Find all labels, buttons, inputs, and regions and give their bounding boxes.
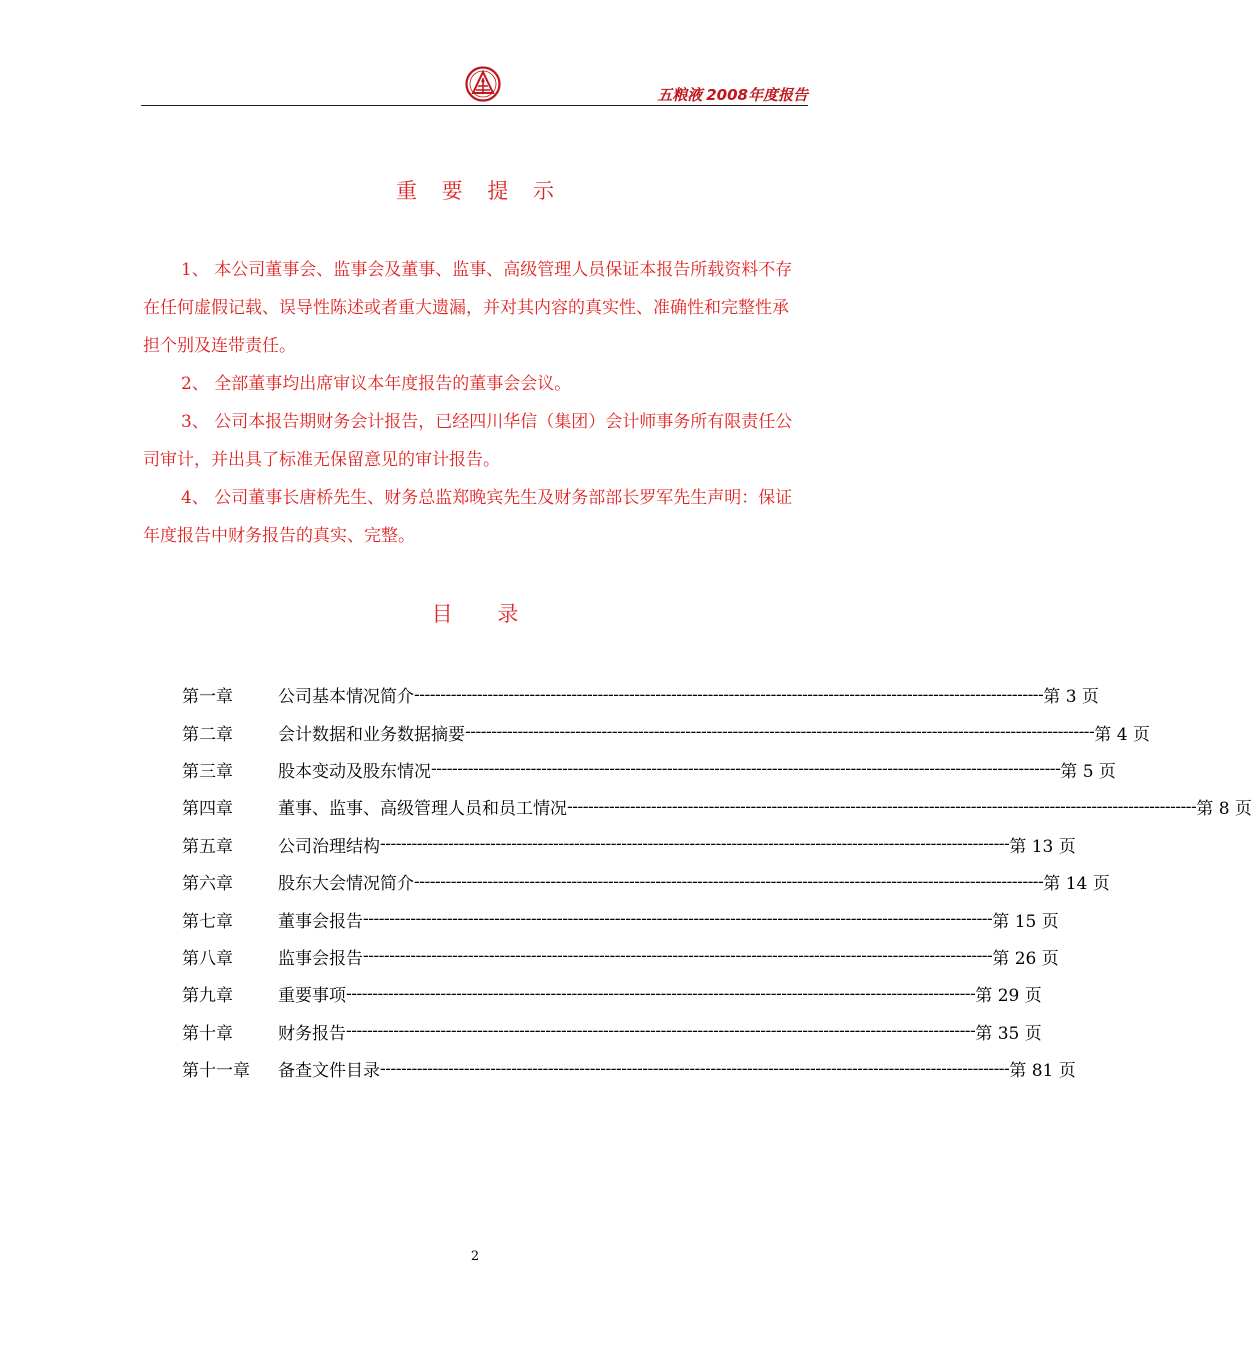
toc-entry-title: 股本变动及股东情况 (278, 761, 431, 782)
toc-entry-title: 公司基本情况简介 (278, 687, 414, 708)
toc-entry-title: 备查文件目录 (278, 1061, 380, 1082)
toc-page: 第 35 页 (975, 1023, 1042, 1044)
toc-row[interactable] (182, 751, 1116, 788)
toc-leader: ------------------------------------------------------------------------------------------------------------------------ (414, 871, 1044, 892)
notice-item-3: 3、 公司本报告期财务会计报告，已经四川华信（集团）会计师事务所有限责任公司审计，并出具了标准无保留意见的审计报告。 (143, 412, 793, 470)
toc-leader: ------------------------------------------------------------------------------------------------------------------------ (567, 796, 1197, 817)
toc-page: 第 14 页 (1043, 874, 1110, 895)
toc-row[interactable] (182, 975, 1042, 1012)
notice-body (143, 251, 803, 555)
toc-chapter: 第七章 (182, 911, 233, 932)
toc-page: 第 81 页 (1009, 1061, 1076, 1082)
toc-row[interactable] (182, 788, 1252, 825)
wuliangye-logo-icon (465, 66, 501, 102)
toc-row[interactable] (182, 1013, 1042, 1050)
toc-page: 第 29 页 (975, 986, 1042, 1007)
header-brand (657, 84, 808, 105)
page-number: 2 (470, 1249, 480, 1264)
toc-entry-title: 重要事项 (278, 986, 346, 1007)
report-label: 2008年度报告 (706, 86, 808, 104)
toc-row[interactable] (182, 938, 1059, 975)
toc-row[interactable] (182, 826, 1076, 863)
toc-chapter: 第八章 (182, 948, 233, 969)
toc-leader: ------------------------------------------------------------------------------------------------------------------------ (380, 1058, 1010, 1079)
toc-chapter: 第一章 (182, 687, 233, 708)
toc-page: 第 4 页 (1094, 724, 1150, 745)
toc-chapter: 第九章 (182, 986, 233, 1007)
toc-chapter: 第四章 (182, 799, 233, 820)
toc-entry-title: 董事会报告 (278, 911, 363, 932)
toc-entry-title: 董事、监事、高级管理人员和员工情况 (278, 799, 567, 820)
toc-row[interactable] (182, 863, 1110, 900)
toc-page: 第 5 页 (1060, 761, 1116, 782)
toc-row[interactable] (182, 713, 1150, 750)
table-of-contents (182, 676, 1252, 1087)
toc-leader: ------------------------------------------------------------------------------------------------------------------------ (363, 909, 993, 930)
toc-page: 第 3 页 (1043, 687, 1099, 708)
toc-page: 第 13 页 (1009, 836, 1076, 857)
brand-name: 五粮液 (657, 86, 703, 104)
toc-chapter: 第六章 (182, 874, 233, 895)
toc-leader: ------------------------------------------------------------------------------------------------------------------------ (465, 722, 1095, 743)
toc-leader: ------------------------------------------------------------------------------------------------------------------------ (414, 684, 1044, 705)
toc-chapter: 第十一章 (182, 1061, 250, 1082)
toc-entry-title: 公司治理结构 (278, 836, 380, 857)
toc-entry-title: 监事会报告 (278, 948, 363, 969)
toc-title: 目 录 (431, 602, 519, 626)
notice-title: 重 要 提 示 (395, 179, 555, 203)
toc-chapter: 第五章 (182, 836, 233, 857)
toc-leader: ------------------------------------------------------------------------------------------------------------------------ (380, 834, 1010, 855)
toc-entry-title: 会计数据和业务数据摘要 (278, 724, 465, 745)
toc-leader: ------------------------------------------------------------------------------------------------------------------------ (346, 1021, 976, 1042)
toc-page: 第 26 页 (992, 948, 1059, 969)
notice-item-4: 4、 公司董事长唐桥先生、财务总监郑晚宾先生及财务部部长罗军先生声明：保证年度报告中财务报告的真实、完整。 (143, 488, 793, 546)
toc-row[interactable] (182, 900, 1059, 937)
toc-chapter: 第十章 (182, 1023, 233, 1044)
toc-chapter: 第二章 (182, 724, 233, 745)
toc-row[interactable] (182, 676, 1099, 713)
toc-chapter: 第三章 (182, 761, 233, 782)
toc-leader: ------------------------------------------------------------------------------------------------------------------------ (363, 946, 993, 967)
notice-item-1: 1、 本公司董事会、监事会及董事、监事、高级管理人员保证本报告所载资料不存在任何虚假记载、误导性陈述或者重大遗漏，并对其内容的真实性、准确性和完整性承担个别及连带责任。 (143, 260, 793, 356)
toc-entry-title: 财务报告 (278, 1023, 346, 1044)
toc-page: 第 15 页 (992, 911, 1059, 932)
toc-page: 第 8 页 (1196, 799, 1252, 820)
toc-leader: ------------------------------------------------------------------------------------------------------------------------ (346, 983, 976, 1004)
toc-leader: ------------------------------------------------------------------------------------------------------------------------ (431, 759, 1061, 780)
header-rule (141, 105, 808, 106)
toc-row[interactable] (182, 1050, 1076, 1087)
toc-entry-title: 股东大会情况简介 (278, 874, 414, 895)
notice-item-2: 2、 全部董事均出席审议本年度报告的董事会会议。 (181, 374, 572, 394)
